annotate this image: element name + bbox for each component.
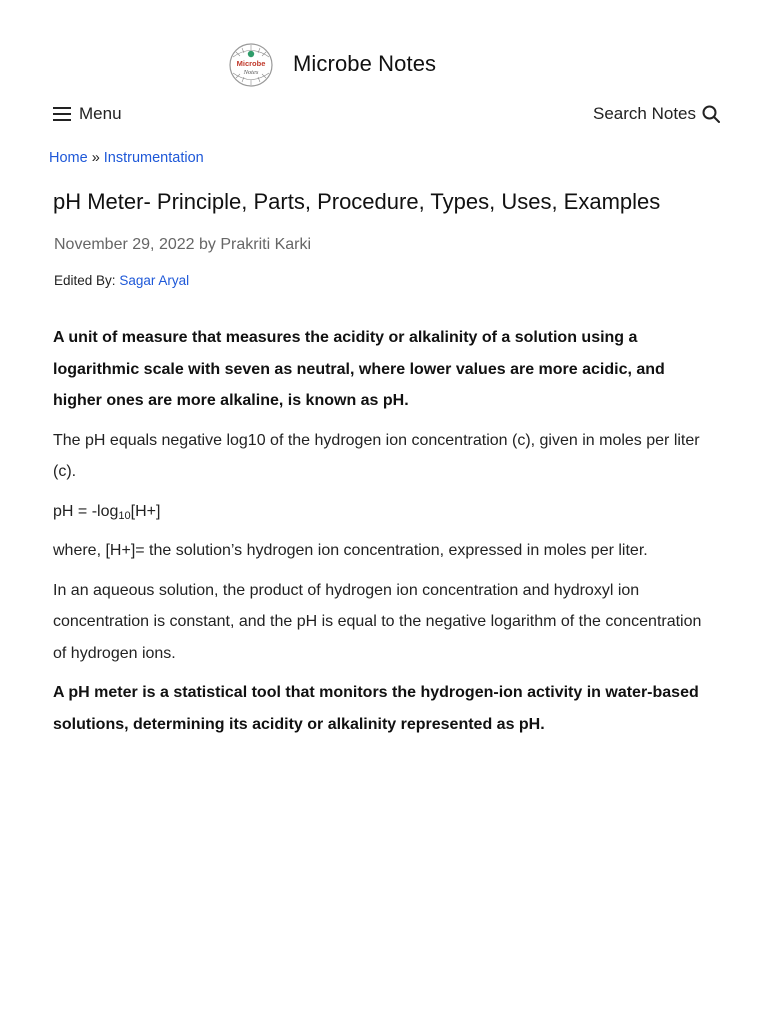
- breadcrumb-separator: »: [91, 150, 100, 166]
- formula-suffix: [H+]: [130, 502, 161, 520]
- breadcrumb-category-link[interactable]: Instrumentation: [103, 150, 204, 166]
- post-by: by: [198, 236, 216, 253]
- formula-subscript: 10: [118, 509, 131, 522]
- paragraph-aqueous: In an aqueous solution, the product of hydrogen ion concentration and hydroxyl ion concentration is constant, and the pH is equal to the negative logarithm of the concentration of hydrogen ions.: [53, 581, 702, 662]
- site-title[interactable]: Microbe Notes: [293, 51, 437, 76]
- post-author[interactable]: Prakriti Karki: [220, 236, 312, 253]
- paragraph-ph-meter: A pH meter is a statistical tool that monitors the hydrogen-ion activity in water-based solutions, determining its acidity or alkalinity represented as pH.: [53, 684, 699, 733]
- menu-button[interactable]: [53, 104, 122, 124]
- breadcrumb-home-link[interactable]: Home: [49, 150, 88, 166]
- edited-by: [54, 273, 189, 288]
- formula: [53, 496, 718, 528]
- logo-text-bottom: Notes: [243, 69, 259, 76]
- breadcrumb: [49, 150, 204, 166]
- search-icon: [702, 105, 720, 123]
- post-meta: [54, 236, 311, 254]
- paragraph-definition: The pH equals negative log10 of the hydrogen ion concentration (c), given in moles per liter (c).: [53, 431, 700, 480]
- search-button[interactable]: [593, 104, 720, 124]
- menu-label: Menu: [79, 104, 122, 123]
- intro-paragraph: A unit of measure that measures the acidity or alkalinity of a solution using a logarithmic scale with seven as neutral, where lower values are more acidic, and higher ones are more alkaline, is known as pH.: [53, 329, 665, 409]
- paragraph-where: where, [H+]= the solution’s hydrogen ion concentration, expressed in moles per liter.: [53, 542, 648, 559]
- site-logo[interactable]: [228, 42, 274, 88]
- editor-link[interactable]: Sagar Aryal: [119, 273, 190, 288]
- edited-by-label: Edited By:: [54, 273, 116, 288]
- hamburger-icon: [53, 107, 71, 121]
- nav-bar: [0, 102, 768, 130]
- search-label: Search Notes: [593, 104, 696, 123]
- formula-prefix: pH = -log: [53, 502, 119, 520]
- logo-text-top: Microbe: [236, 59, 266, 68]
- post-date: November 29, 2022: [54, 236, 195, 253]
- page-title: pH Meter- Principle, Parts, Procedure, Types, Uses, Examples: [53, 189, 661, 214]
- site-header: [0, 40, 768, 90]
- article-body: [53, 322, 718, 748]
